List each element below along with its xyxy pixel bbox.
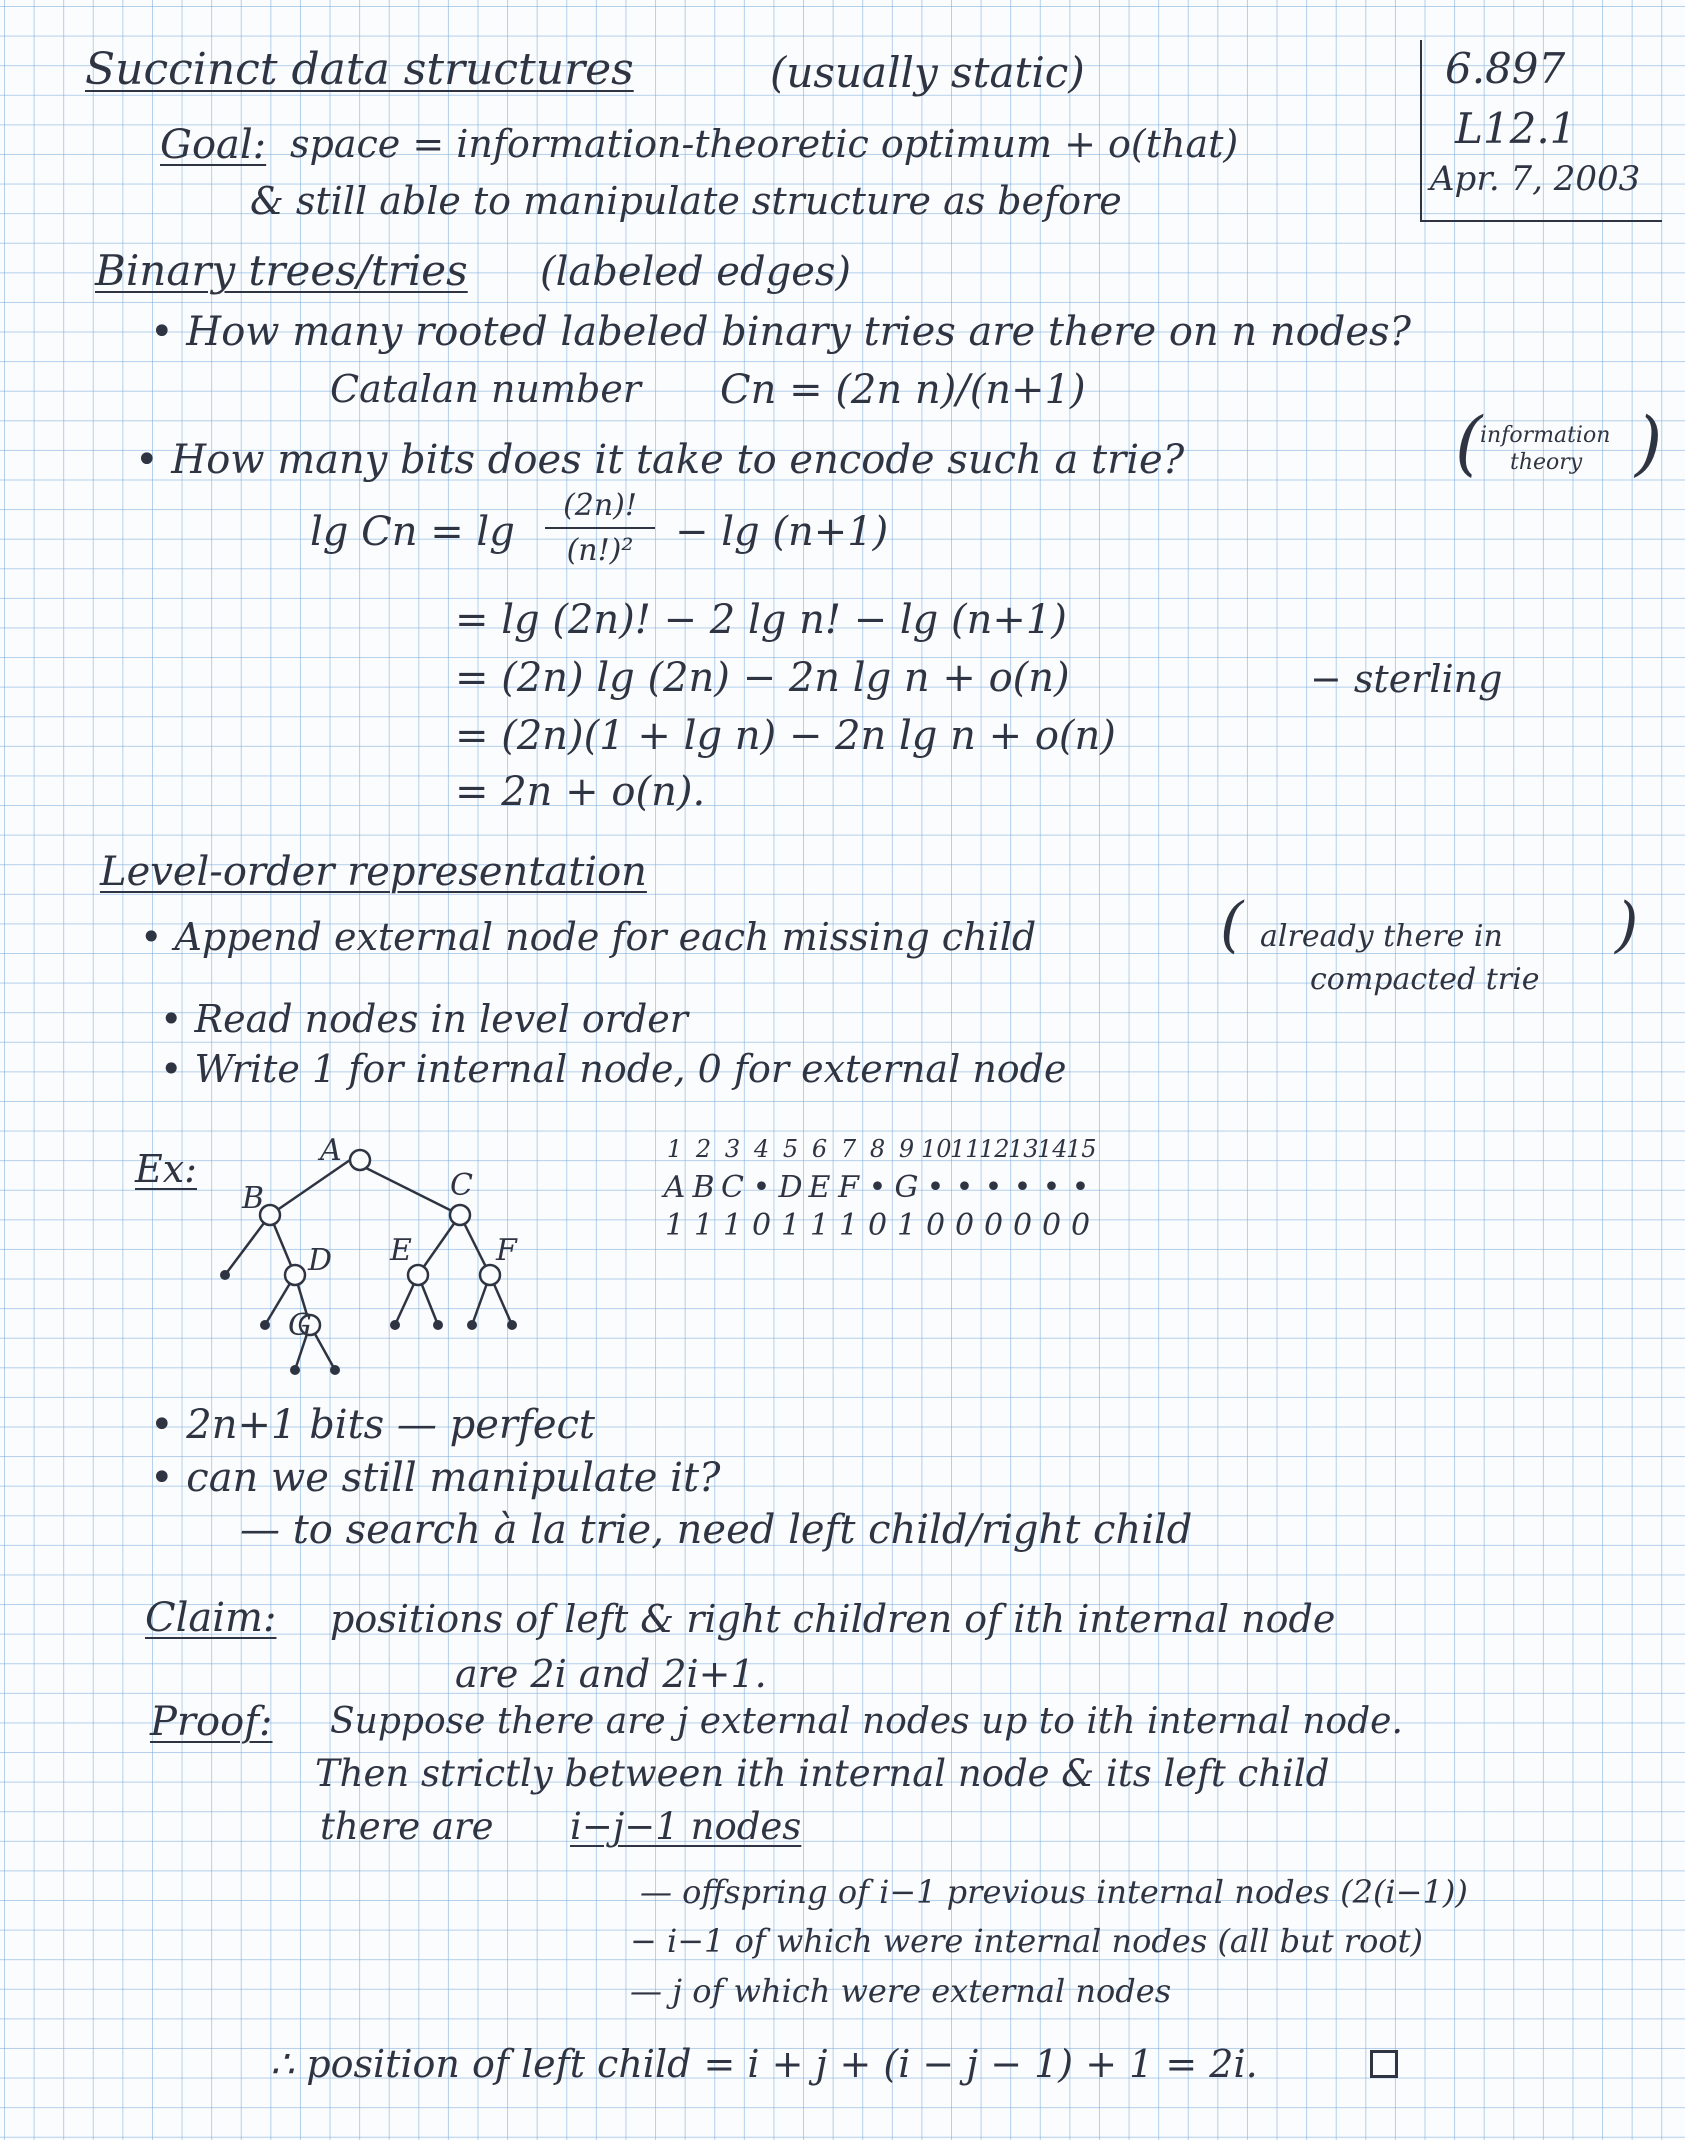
node-cell: F bbox=[838, 1169, 859, 1205]
bits-row bbox=[660, 1206, 1095, 1244]
question-bits: • How many bits does it take to encode such a trie? bbox=[135, 437, 1185, 483]
goal-label: Goal: bbox=[160, 122, 267, 168]
bullet-write: • Write 1 for internal node, 0 for external node bbox=[160, 1047, 1067, 1091]
position-cell: 9 bbox=[898, 1135, 915, 1163]
claim-label: Claim: bbox=[145, 1595, 277, 1641]
equation-0-rhs: − lg (n+1) bbox=[675, 509, 889, 555]
node-cell: • bbox=[1071, 1169, 1090, 1205]
position-cell: 14 bbox=[1037, 1135, 1068, 1163]
paren-right: ) bbox=[1635, 402, 1663, 484]
fraction-numerator: (2n)! bbox=[545, 488, 655, 529]
external-node bbox=[467, 1320, 477, 1330]
paren-left: ( bbox=[1455, 402, 1483, 484]
tree-label-g: G bbox=[288, 1308, 312, 1343]
claim-text-1: positions of left & right children of ith internal node bbox=[330, 1597, 1336, 1641]
tree-label-d: D bbox=[308, 1243, 333, 1278]
tree-node-d bbox=[285, 1265, 305, 1285]
equation-2: = (2n) lg (2n) − 2n lg n + o(n) bbox=[455, 655, 1070, 701]
compacted-note-1: already there in bbox=[1260, 919, 1503, 954]
external-node bbox=[290, 1365, 300, 1375]
equation-4: = 2n + o(n). bbox=[455, 769, 706, 815]
proof-line-1: Suppose there are j external nodes up to ith internal node. bbox=[330, 1701, 1403, 1742]
bit-cell: 0 bbox=[1070, 1207, 1091, 1243]
proof-sub-3: — j of which were external nodes bbox=[630, 1972, 1172, 2010]
node-cell: C bbox=[721, 1169, 744, 1205]
node-cell: • bbox=[1013, 1169, 1032, 1205]
claim-text-2: are 2i and 2i+1. bbox=[455, 1652, 767, 1696]
position-cell: 13 bbox=[1008, 1135, 1039, 1163]
equation-0-lhs: lg Cn = lg bbox=[310, 509, 515, 555]
node-cell: D bbox=[778, 1169, 803, 1205]
position-cell: 6 bbox=[811, 1135, 828, 1163]
node-cell: • bbox=[868, 1169, 887, 1205]
node-cell: G bbox=[894, 1169, 919, 1205]
position-cell: 15 bbox=[1066, 1135, 1097, 1163]
proof-sub-1: — offspring of i−1 previous internal nodes (2(i−1)) bbox=[640, 1873, 1468, 1911]
bit-cell: 0 bbox=[983, 1207, 1004, 1243]
proof-line-3a: there are bbox=[320, 1805, 494, 1848]
node-cell: • bbox=[752, 1169, 771, 1205]
position-cell: 3 bbox=[724, 1135, 741, 1163]
tree-label-e: E bbox=[390, 1233, 412, 1268]
lecture-number: L12.1 bbox=[1455, 104, 1577, 153]
external-node bbox=[260, 1320, 270, 1330]
bit-cell: 1 bbox=[896, 1207, 917, 1243]
position-cell: 12 bbox=[979, 1135, 1010, 1163]
node-cell: • bbox=[955, 1169, 974, 1205]
binary-trees-heading: Binary trees/tries bbox=[95, 246, 468, 295]
level-order-table bbox=[660, 1130, 1095, 1244]
node-cell: B bbox=[692, 1169, 715, 1205]
info-theory-note-1: information bbox=[1480, 423, 1611, 448]
external-node bbox=[330, 1365, 340, 1375]
proof-line-2: Then strictly between ith internal node & its left child bbox=[315, 1752, 1330, 1795]
node-cell: A bbox=[663, 1169, 686, 1205]
node-cell: E bbox=[808, 1169, 831, 1205]
position-cell: 7 bbox=[840, 1135, 857, 1163]
tree-node-a bbox=[350, 1150, 370, 1170]
external-node bbox=[433, 1320, 443, 1330]
proof-label: Proof: bbox=[150, 1699, 273, 1745]
paren-left-2: ( bbox=[1220, 890, 1244, 960]
tree-node-e bbox=[408, 1265, 428, 1285]
position-cell: 4 bbox=[753, 1135, 770, 1163]
proof-sub-2: − i−1 of which were internal nodes (all but root) bbox=[630, 1922, 1423, 1960]
page-title: Succinct data structures bbox=[85, 44, 634, 95]
equation-0-fraction bbox=[545, 488, 655, 568]
example-label: Ex: bbox=[135, 1147, 197, 1191]
info-theory-note-2: theory bbox=[1510, 450, 1583, 475]
fraction-denominator: (n!)² bbox=[566, 533, 634, 568]
example-tree-diagram bbox=[200, 1130, 580, 1380]
bit-cell: 1 bbox=[722, 1207, 743, 1243]
tree-label-b: B bbox=[242, 1181, 265, 1216]
bullet-read: • Read nodes in level order bbox=[160, 997, 688, 1041]
binary-trees-note: (labeled edges) bbox=[540, 249, 851, 295]
qed-box-icon bbox=[1370, 2050, 1398, 2078]
bullet-bits: • 2n+1 bits — perfect bbox=[150, 1402, 595, 1448]
external-node bbox=[507, 1320, 517, 1330]
positions-row bbox=[660, 1130, 1095, 1168]
bit-cell: 1 bbox=[809, 1207, 830, 1243]
proof-conclusion: ∴ position of left child = i + j + (i − j − 1) + 1 = 2i. bbox=[270, 2042, 1258, 2086]
position-cell: 2 bbox=[695, 1135, 712, 1163]
catalan-label: Catalan number bbox=[330, 367, 641, 411]
course-number: 6.897 bbox=[1445, 44, 1566, 93]
level-order-heading: Level-order representation bbox=[100, 849, 647, 895]
equation-2-note: − sterling bbox=[1310, 657, 1503, 701]
nodes-row bbox=[660, 1168, 1095, 1206]
position-cell: 11 bbox=[950, 1135, 981, 1163]
position-cell: 5 bbox=[782, 1135, 799, 1163]
bit-cell: 0 bbox=[751, 1207, 772, 1243]
lecture-date: Apr. 7, 2003 bbox=[1430, 159, 1641, 199]
node-cell: • bbox=[1042, 1169, 1061, 1205]
bit-cell: 0 bbox=[1041, 1207, 1062, 1243]
tree-label-f: F bbox=[496, 1233, 517, 1268]
equation-1: = lg (2n)! − 2 lg n! − lg (n+1) bbox=[455, 597, 1067, 643]
node-cell: • bbox=[926, 1169, 945, 1205]
node-cell: • bbox=[984, 1169, 1003, 1205]
tree-node-f bbox=[480, 1265, 500, 1285]
bit-cell: 0 bbox=[954, 1207, 975, 1243]
goal-line-2: & still able to manipulate structure as before bbox=[250, 179, 1122, 223]
catalan-formula: Cn = (2n n)/(n+1) bbox=[720, 367, 1086, 413]
bit-cell: 0 bbox=[925, 1207, 946, 1243]
bit-cell: 1 bbox=[664, 1207, 685, 1243]
external-node bbox=[220, 1270, 230, 1280]
tree-node-c bbox=[450, 1205, 470, 1225]
external-node bbox=[390, 1320, 400, 1330]
bit-cell: 0 bbox=[867, 1207, 888, 1243]
manipulate-sub: — to search à la trie, need left child/right child bbox=[240, 1507, 1193, 1553]
tree-label-c: C bbox=[450, 1168, 473, 1203]
tree-label-a: A bbox=[320, 1133, 342, 1168]
position-cell: 1 bbox=[666, 1135, 683, 1163]
question-tries-count: • How many rooted labeled binary tries are there on n nodes? bbox=[150, 309, 1411, 355]
bit-cell: 0 bbox=[1012, 1207, 1033, 1243]
paren-right-2: ) bbox=[1615, 890, 1639, 960]
bit-cell: 1 bbox=[693, 1207, 714, 1243]
bit-cell: 1 bbox=[780, 1207, 801, 1243]
proof-line-3b: i−j−1 nodes bbox=[570, 1805, 802, 1848]
position-cell: 10 bbox=[921, 1135, 952, 1163]
bullet-manipulate: • can we still manipulate it? bbox=[150, 1455, 721, 1501]
equation-3: = (2n)(1 + lg n) − 2n lg n + o(n) bbox=[455, 713, 1116, 759]
title-note: (usually static) bbox=[770, 48, 1085, 97]
position-cell: 8 bbox=[869, 1135, 886, 1163]
bit-cell: 1 bbox=[838, 1207, 859, 1243]
goal-line-1: space = information-theoretic optimum + o(that) bbox=[290, 122, 1239, 166]
bullet-append: • Append external node for each missing child bbox=[140, 915, 1037, 959]
compacted-note-2: compacted trie bbox=[1310, 962, 1540, 997]
